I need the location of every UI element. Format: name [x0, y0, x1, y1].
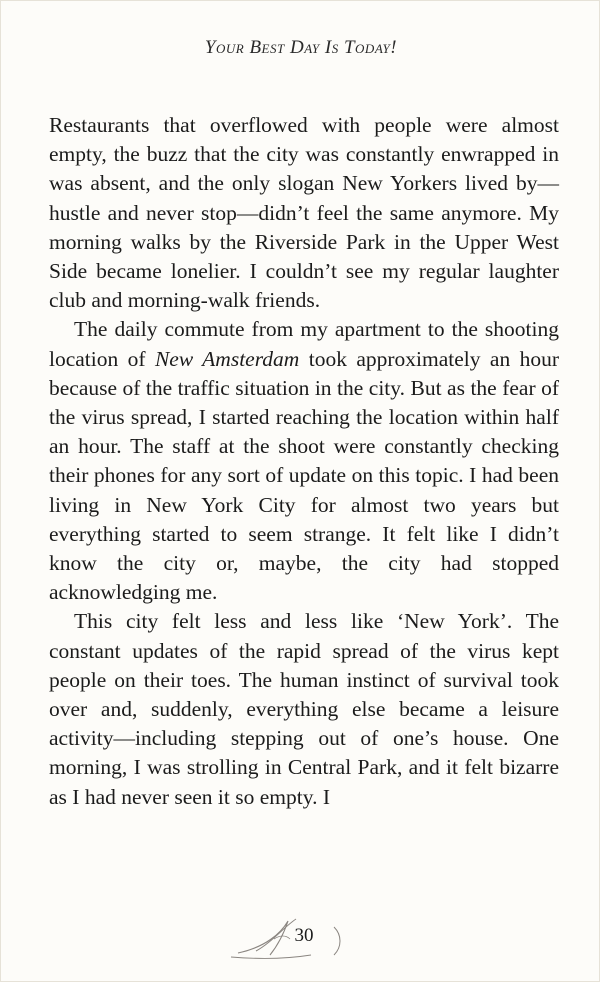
paragraph-3-text: This city felt less and less like ‘New York’. The constant updates of the rapid spread of the virus kept people on their toes. The human instinct of survival took over and, suddenly, everything else became a leisure activity—including stepping out of one’s house. One morning, I was strolling in Central Park, and it felt bizarre as I had never seen it so empty. I: [49, 609, 559, 809]
body-text: [49, 111, 559, 812]
page-footer: [1, 913, 600, 963]
paragraph-1: [49, 111, 559, 315]
running-head: Your Best Day Is Today!: [204, 37, 398, 58]
paragraph-3: [49, 607, 559, 811]
paragraph-1-text: Restaurants that overflowed with people were almost empty, the buzz that the city was constantly enwrapped in was absent, and the only slogan New Yorkers lived by—hustle and never stop—didn’t feel the same anymore. My morning walks by the Riverside Park in the Upper West Side became lonelier. I couldn’t see my regular laughter club and morning-walk friends.: [49, 113, 559, 313]
page-number: 30: [294, 925, 314, 946]
paragraph-2-text-after: took approximately an hour because of the traffic situation in the city. But as the fear of the virus spread, I started reaching the location within half an hour. The staff at the shoot were constantly checking their phones for any sort of update on this topic. I had been living in New York City for almost two years but everything started to seem strange. It felt like I didn’t know the city or, maybe, the city had stopped acknowledging me.: [49, 346, 559, 605]
paragraph-2-text-before: The daily commute from my apartment to the shooting location of: [49, 317, 559, 371]
paragraph-2: [49, 315, 559, 607]
show-title-italic: New Amsterdam: [154, 346, 300, 371]
